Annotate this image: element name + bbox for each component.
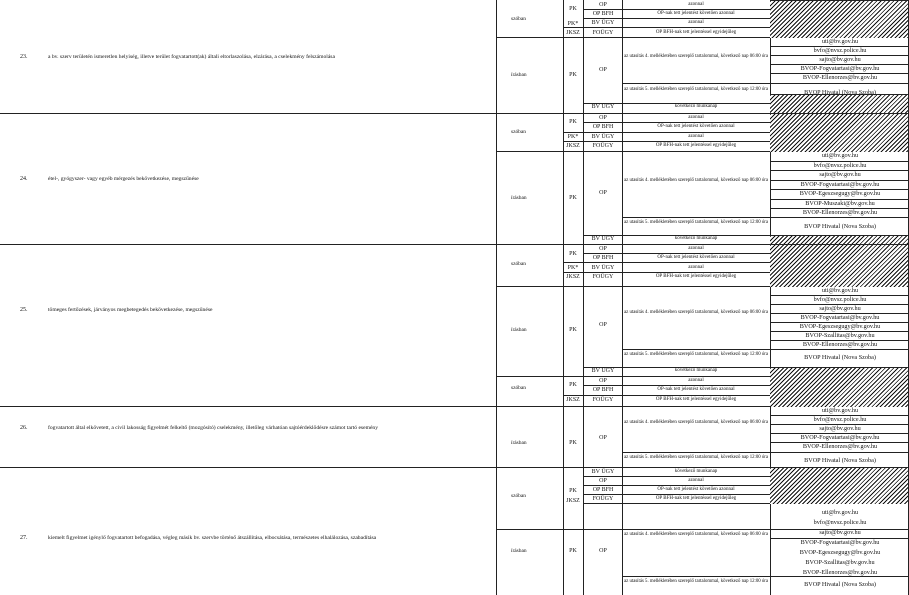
deadline: az utasítás 4. mellékletében szereplő tartalommal, következő nap 06:00 óra [624, 420, 768, 425]
email: bvfo@nvsz.police.hu [813, 416, 867, 423]
mode-label: írásban [511, 440, 527, 446]
recipient: OP [599, 548, 607, 554]
deadline: azonnal [688, 134, 704, 139]
mode-label: szóban [511, 385, 526, 391]
pk-label: PK [569, 488, 577, 494]
hatched-cell [770, 113, 908, 152]
row-number: 23. [20, 54, 28, 60]
email: uti@bv.gov.hu [821, 407, 859, 414]
deadline: következő munkanap [674, 469, 718, 474]
hatched-cell [770, 94, 908, 114]
pk-label: PK [569, 72, 577, 78]
email: uti@bv.gov.hu [821, 287, 859, 294]
email: sajto@bv.gov.hu [819, 56, 861, 63]
deadline: azonnal [688, 246, 704, 251]
email: uti@bv.gov.hu [821, 152, 859, 159]
email: bvfo@nvsz.police.hu [813, 47, 867, 54]
email: uti@bv.gov.hu [821, 38, 859, 45]
mode-label: írásban [511, 327, 527, 333]
deadline: következő munkanap [674, 104, 718, 109]
recipient: FOÜGY [592, 274, 614, 280]
deadline: az utasítás 5. mellékletében szereplő tartalommal, következő nap 12:00 óra [624, 352, 768, 357]
recipient: BV ÜGY [591, 134, 615, 140]
email: BVOP Hivatal (Nova Szoba) [804, 457, 876, 464]
hatched-cell [770, 244, 908, 287]
pk-label: PK* [567, 21, 579, 27]
line [622, 576, 908, 577]
pk-label: PK* [567, 134, 579, 140]
email: sajto@bv.gov.hu [819, 305, 861, 312]
deadline: OP-nak tett jelentést követően azonnal [657, 124, 735, 129]
pk-label: JKSZ [566, 274, 580, 280]
recipient: OP [599, 190, 607, 196]
deadline: az utasítás 5. mellékletében szereplő tartalommal, következő nap 12:00 óra [624, 579, 768, 584]
deadline: azonnal [688, 378, 704, 383]
email: BVOP-Ellenorzes@bv.gov.hu [802, 341, 878, 348]
email: sajto@bv.gov.hu [819, 425, 861, 432]
recipient: OP [599, 435, 607, 441]
email: BVOP Hivatal (Nova Szoba) [804, 581, 876, 588]
column-divider [496, 0, 497, 595]
recipient: BV ÜGY [591, 20, 615, 26]
email: sajto@bv.gov.hu [819, 171, 861, 178]
deadline: OP-nak tett jelentést követően azonnal [657, 387, 735, 392]
pk-label: PK [569, 382, 577, 388]
row-number: 26. [20, 425, 28, 431]
pk-label: PK [569, 119, 577, 125]
pk-label: JKSZ [566, 143, 580, 149]
deadline: az utasítás 5. mellékletében szereplő tartalommal, következő nap 12:00 óra [624, 220, 768, 225]
deadline: OP BFH-nak tett jelentéssel egyidejűleg [655, 143, 737, 148]
email: bvfo@nvsz.police.hu [813, 296, 867, 303]
recipient: OP BFH [592, 124, 614, 130]
row-description: kiemelt figyelmet igénylő fogvatartott befogadása, végleg másik bv. szervbe történő átszállítása, elbocsátása, természetes elhalálozása, szabadítása [48, 535, 377, 541]
deadline: azonnal [688, 20, 704, 25]
deadline: azonnal [688, 115, 704, 120]
recipient: OP BFH [592, 487, 614, 493]
mode-label: szóban [511, 129, 526, 135]
email: uti@bv.gov.hu [821, 509, 859, 516]
line [622, 349, 908, 350]
deadline: azonnal [688, 2, 704, 7]
deadline: az utasítás 5. mellékletében szereplő tartalommal, következő nap 12:00 óra [624, 455, 768, 460]
recipient: BV ÜGY [591, 469, 615, 475]
pk-label: PK* [567, 265, 579, 271]
mode-label: szóban [511, 493, 526, 499]
hatched-cell [770, 467, 908, 504]
deadline: OP BFH-nak tett jelentéssel egyidejűleg [655, 30, 737, 35]
row-description: fogvatartott által elkövetett, a civil lakosság figyelmét felkeltő (mozgósító) cselekmény, illetőleg várhatóan sajtóérdeklődésre számot tartó esemény [48, 425, 379, 431]
deadline: az utasítás 5. mellékletében szereplő tartalommal, következő nap 12:00 óra [624, 87, 768, 92]
deadline: OP-nak tett jelentést követően azonnal [657, 11, 735, 16]
deadline: az utasítás 4. mellékletében szereplő tartalommal, következő nap 06:00 óra [624, 310, 768, 315]
recipient: OP [599, 2, 607, 8]
row-number: 24. [20, 176, 28, 182]
recipient: BV ÜGY [591, 265, 615, 271]
deadline: OP-nak tett jelentést követően azonnal [657, 487, 735, 492]
recipient: BV ÜGY [591, 368, 615, 374]
deadline: azonnal [688, 478, 704, 483]
recipient: OP BFH [592, 11, 614, 17]
email: BVOP-Fogvatartasi@bv.gov.hu [800, 434, 880, 441]
deadline: OP BFH-nak tett jelentéssel egyidejűleg [655, 274, 737, 279]
email: BVOP-Fogvatartasi@bv.gov.hu [800, 65, 880, 72]
hatched-cell [770, 367, 908, 407]
deadline: OP BFH-nak tett jelentéssel egyidejűleg [655, 397, 737, 402]
email: BVOP-Egeszsegugy@bv.gov.hu [799, 323, 881, 330]
row-description: tömeges fertőzések, járványos megbetegedés bekövetkezése, megszűnése [48, 307, 213, 313]
email: BVOP-Egeszsegugy@bv.gov.hu [799, 549, 881, 556]
recipient: BV ÜGY [591, 236, 615, 242]
email: BVOP Hivatal (Nova Szoba) [804, 223, 876, 230]
recipient: OP BFH [592, 387, 614, 393]
email: BVOP-Muszaki@bv.gov.hu [805, 200, 875, 207]
recipient: FOÜGY [592, 397, 614, 403]
recipient: OP [599, 246, 607, 252]
row-number: 25. [20, 307, 28, 313]
hatched-cell [770, 0, 908, 38]
recipient: OP [599, 378, 607, 384]
deadline: az utasítás 4. mellékletében szereplő tartalommal, következő nap 06:00 óra [624, 54, 768, 59]
pk-label: PK [569, 251, 577, 257]
deadline: az utasítás 4. mellékletében szereplő tartalommal, következő nap 06:00 óra [624, 532, 768, 537]
recipient: FOÜGY [592, 30, 614, 36]
line [622, 452, 908, 453]
deadline: következő munkanap [674, 236, 718, 241]
email: BVOP-Ellenorzes@bv.gov.hu [802, 209, 878, 216]
row-number: 27. [20, 535, 28, 541]
column-divider [583, 0, 584, 595]
email: BVOP-Szallitas@bv.gov.hu [805, 332, 875, 339]
pk-label: PK [569, 6, 577, 12]
mode-label: szóban [511, 261, 526, 267]
email: BVOP-Fogvatartasi@bv.gov.hu [800, 181, 880, 188]
pk-label: PK [569, 327, 577, 333]
recipient: OP BFH [592, 255, 614, 261]
row-description: a bv. szerv területén ismeretlen helyiség, illetve terület fogvatartott(ak) általi eltorlaszolása, elzárása, a cselekmény felszámolása [48, 54, 335, 60]
line [622, 217, 908, 218]
pk-label: JKSZ [566, 498, 580, 504]
line [622, 83, 908, 84]
pk-label: PK [569, 195, 577, 201]
deadline: következő munkanap [674, 368, 718, 373]
deadline: azonnal [688, 265, 704, 270]
pk-label: PK [569, 548, 577, 554]
email: BVOP-Ellenorzes@bv.gov.hu [802, 443, 878, 450]
pk-label: PK [569, 440, 577, 446]
mode-label: írásban [511, 195, 527, 201]
email: BVOP-Fogvatartasi@bv.gov.hu [800, 314, 880, 321]
deadline: az utasítás 4. mellékletében szereplő tartalommal, következő nap 06:00 óra [624, 178, 768, 183]
pk-label: JKSZ [566, 397, 580, 403]
deadline: OP BFH-nak tett jelentéssel egyidejűleg [655, 496, 737, 501]
deadline: OP-nak tett jelentést követően azonnal [657, 255, 735, 260]
mode-label: szóban [511, 16, 526, 22]
email: sajto@bv.gov.hu [819, 529, 861, 536]
email: BVOP-Szallitas@bv.gov.hu [805, 559, 875, 566]
email: BVOP-Ellenorzes@bv.gov.hu [802, 74, 878, 81]
row-description: étel-, gyógyszer- vagy egyéb mérgezés bekövetkezése, megszűnése [48, 176, 199, 182]
column-divider [563, 0, 564, 595]
email: BVOP Hivatal (Nova Szoba) [804, 354, 876, 361]
recipient: BV ÜGY [591, 104, 615, 110]
mode-label: írásban [511, 548, 527, 554]
pk-label: JKSZ [566, 30, 580, 36]
email: bvfo@nvsz.police.hu [813, 162, 867, 169]
recipient: OP [599, 115, 607, 121]
mode-label: írásban [511, 72, 527, 78]
email: BVOP-Ellenorzes@bv.gov.hu [802, 569, 878, 576]
email: bvfo@nvsz.police.hu [813, 519, 867, 526]
email: BVOP-Fogvatartasi@bv.gov.hu [800, 539, 880, 546]
recipient: FOÜGY [592, 143, 614, 149]
recipient: OP [599, 478, 607, 484]
recipient: OP [599, 322, 607, 328]
recipient: FOÜGY [592, 496, 614, 502]
email: BVOP-Egeszsegugy@bv.gov.hu [799, 190, 881, 197]
email: BVOP Hivatal (Nova Szoba) [804, 89, 876, 96]
recipient: OP [599, 67, 607, 73]
